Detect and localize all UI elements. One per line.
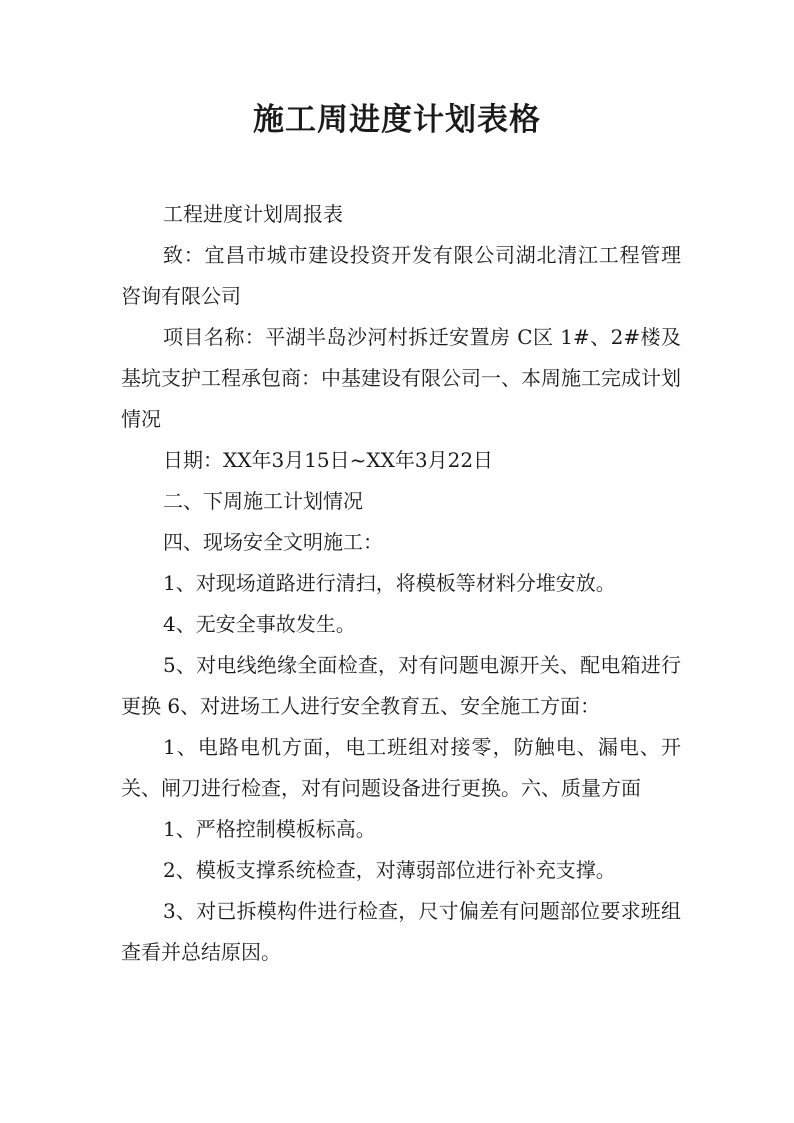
paragraph-date-range: 日期：XX年3月15日~XX年3月22日 — [163, 448, 494, 472]
paragraph-report-name: 工程进度计划周报表 — [163, 202, 343, 226]
paragraph-project-name: 项目名称：平湖半岛沙河村拆迁安置房 C区 1#、2#楼及基坑支护工程承包商：中基建设有限公司一、本周施工完成计划情况 — [121, 325, 681, 431]
paragraph-quality-item-3: 3、对已拆模构件进行检查，尺寸偏差有问题部位要求班组查看并总结原因。 — [121, 899, 681, 964]
document-title: 施工周进度计划表格 — [253, 102, 541, 138]
document-body — [121, 194, 681, 973]
paragraph-site-item-5: 5、对电线绝缘全面检查，对有问题电源开关、配电箱进行更换 6、对进场工人进行安全教育五、安全施工方面： — [121, 653, 681, 718]
paragraph-site-item-4: 4、无安全事故发生。 — [163, 612, 356, 636]
paragraph-site-item-1: 1、对现场道路进行清扫，将模板等材料分堆安放。 — [163, 571, 616, 595]
paragraph-recipient: 致：宜昌市城市建设投资开发有限公司湖北清江工程管理咨询有限公司 — [121, 243, 681, 308]
paragraph-next-week-heading: 二、下周施工计划情况 — [163, 489, 363, 513]
paragraph-quality-item-1: 1、严格控制模板标高。 — [163, 817, 376, 841]
paragraph-site-safety-heading: 四、现场安全文明施工： — [163, 530, 383, 554]
paragraph-safety-item-1: 1、电路电机方面，电工班组对接零，防触电、漏电、开关、闸刀进行检查，对有问题设备进行更换。六、质量方面 — [121, 735, 681, 800]
paragraph-quality-item-2: 2、模板支撑系统检查，对薄弱部位进行补充支撑。 — [163, 858, 616, 882]
